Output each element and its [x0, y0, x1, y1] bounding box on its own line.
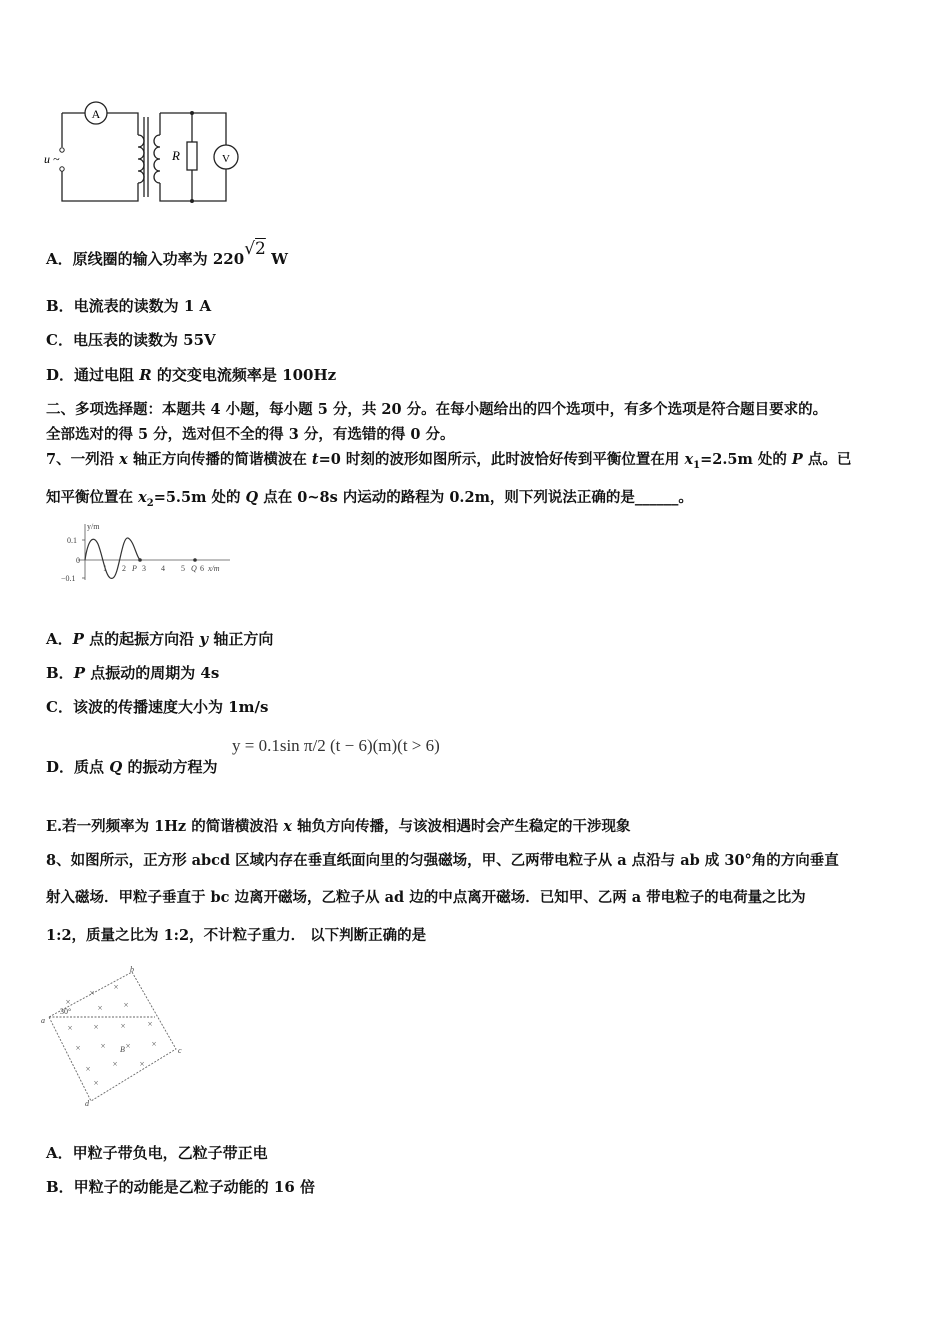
tick-x-3: 3 [142, 564, 146, 573]
ammeter-label: A [91, 107, 101, 121]
option-c-voltmeter: C．电压表的读数为 55V [46, 331, 216, 349]
svg-text:×: × [97, 1003, 103, 1013]
svg-text:×: × [93, 1022, 99, 1032]
y-axis-label: y/m [87, 522, 100, 531]
q7-option-e: E.若一列频率为 1Hz 的简谐横波沿 x 轴负方向传播，与该波相遇时会产生稳定的干涉现象 [46, 818, 631, 835]
corner-d-label: d [85, 1099, 89, 1108]
transformer-circuit-figure [40, 95, 250, 210]
section2-line2: 全部选对的得 5 分，选对但不全的得 3 分，有选错的得 0 分。 [46, 426, 455, 443]
svg-text:×: × [113, 982, 119, 992]
svg-text:×: × [123, 1000, 129, 1010]
svg-text:×: × [85, 1064, 91, 1074]
svg-text:×: × [75, 1043, 81, 1053]
q7-stem-line2: 知平衡位置在 $x_2=5.5m$ 处的 Q 点在 0~8s 内运动的路程为 0.2m，则下列说法正确的是______。 [46, 489, 693, 509]
option-a-power: A．原线圈的输入功率为 220√2 W [46, 239, 288, 268]
svg-text:×: × [65, 997, 71, 1007]
q8-stem-line3: 1:2，质量之比为 1:2，不计粒子重力． 以下判断正确的是 [46, 927, 427, 944]
section2-line1: 二、多项选择题：本题共 4 小题，每小题 5 分，共 20 分。在每小题给出的四个选项中，有多个选项是符合题目要求的。 [46, 401, 828, 418]
tick-x-1: 1 [103, 564, 107, 573]
svg-text:×: × [100, 1041, 106, 1051]
svg-text:×: × [139, 1059, 145, 1069]
sqrt-expression: √2 [244, 239, 266, 259]
svg-text:×: × [112, 1059, 118, 1069]
svg-text:×: × [151, 1039, 157, 1049]
tick-y-pos: 0.1 [67, 536, 77, 545]
tick-y-neg: −0.1 [61, 574, 76, 582]
option-b-ammeter: B．电流表的读数为 1 A [46, 297, 212, 315]
q8-option-a: A．甲粒子带负电，乙粒子带正电 [46, 1144, 268, 1162]
q7-option-d: D．质点 Q 的振动方程为 [46, 758, 218, 776]
svg-text:×: × [93, 1078, 99, 1088]
voltmeter-label: V [222, 153, 230, 165]
q7-option-b: B．P 点振动的周期为 4s [46, 664, 220, 682]
resistor-label: R [172, 148, 180, 163]
point-p-label: P [132, 564, 137, 573]
magnetic-field-figure [40, 965, 190, 1110]
wave-graph-figure [58, 520, 238, 582]
corner-c-label: c [178, 1046, 182, 1055]
tick-y-zero: 0 [76, 556, 80, 565]
corner-b-label: b [130, 965, 134, 974]
q7-option-c: C．该波的传播速度大小为 1m/s [46, 698, 269, 716]
x-axis-label: x/m [208, 564, 220, 573]
svg-text:×: × [120, 1021, 126, 1031]
q7-option-a: A．P 点的起振方向沿 y 轴正方向 [46, 630, 274, 648]
angle-label: 30° [60, 1007, 72, 1016]
tick-x-5: 5 [181, 564, 185, 573]
point-q-label: Q [191, 564, 197, 573]
q7-oscillation-formula: y = 0.1sin π/2 (t − 6)(m)(t > 6) [232, 736, 440, 755]
svg-text:×: × [125, 1041, 131, 1051]
svg-text:×: × [67, 1023, 73, 1033]
svg-text:×: × [89, 988, 95, 998]
option-d-frequency: D．通过电阻 R 的交变电流频率是 100Hz [46, 366, 337, 384]
q8-stem-line1: 8、如图所示，正方形 abcd 区域内存在垂直纸面向里的匀强磁场，甲、乙两带电粒子从 a 点沿与 ab 成 30°角的方向垂直 [46, 852, 839, 869]
tick-x-6: 6 [200, 564, 204, 573]
field-b-label: B [120, 1045, 125, 1054]
q8-option-b: B．甲粒子的动能是乙粒子动能的 16 倍 [46, 1178, 315, 1196]
source-label: u ~ [44, 152, 60, 166]
tick-x-2: 2 [122, 564, 126, 573]
svg-text:×: × [147, 1019, 153, 1029]
q7-stem-line1: 7、一列沿 x 轴正方向传播的简谐横波在 t=0 时刻的波形如图所示，此时波恰好传到平衡位置在用 $x_1=2.5m$ 处的 P 点。已 [46, 451, 852, 471]
corner-a-label: a [41, 1016, 45, 1025]
q8-stem-line2: 射入磁场．甲粒子垂直于 bc 边离开磁场，乙粒子从 ad 边的中点离开磁场．已知甲、乙两 a 带电粒子的电荷量之比为 [46, 889, 806, 906]
tick-x-4: 4 [161, 564, 165, 573]
